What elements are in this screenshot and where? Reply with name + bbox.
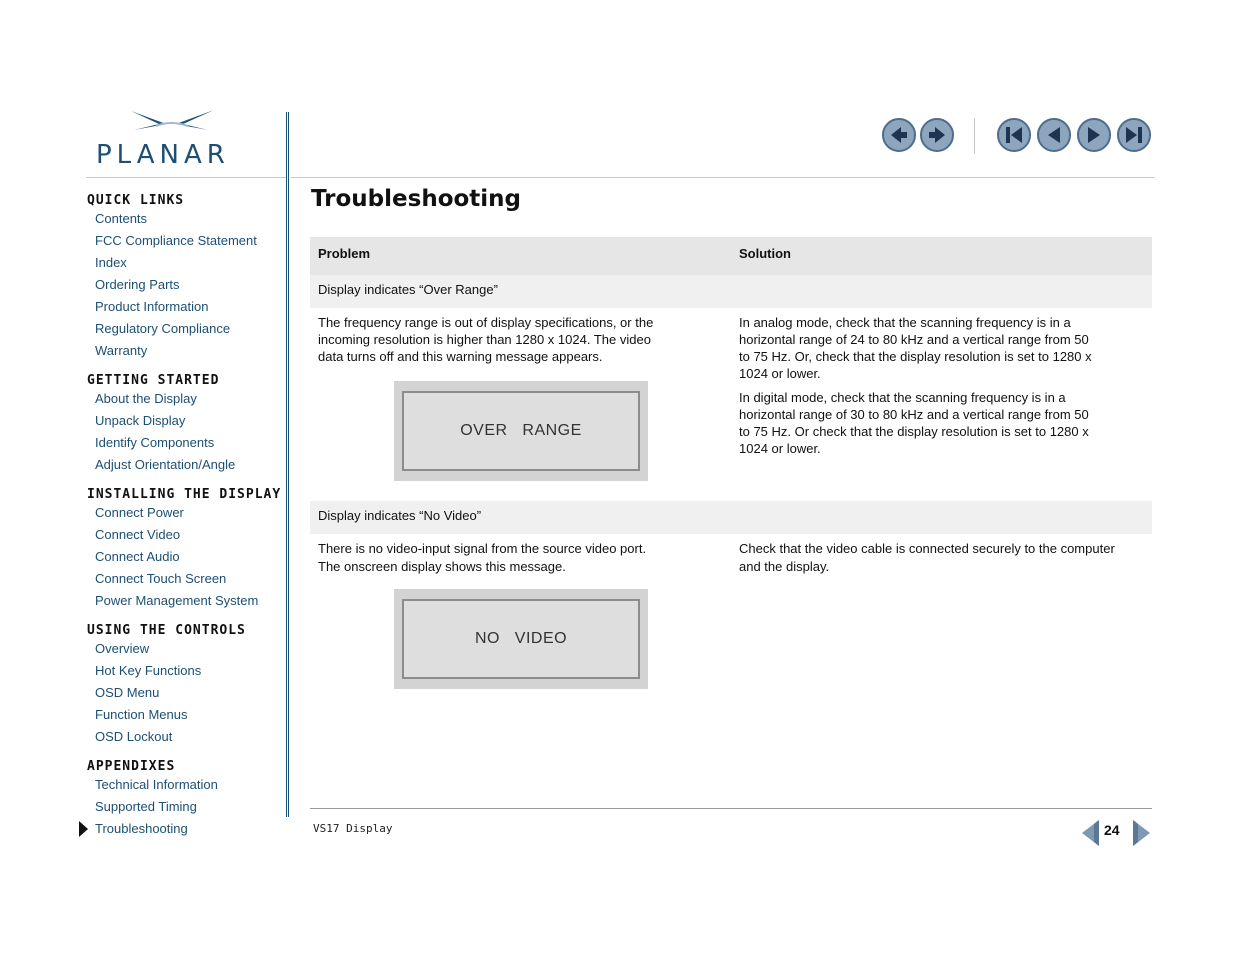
next-page-icon [1079,120,1109,150]
table-header-row [310,237,1152,275]
sidebar-item-osd-lockout[interactable]: OSD Lockout [95,729,173,744]
sidebar-item-connect-touch-screen[interactable]: Connect Touch Screen [95,571,227,586]
sidebar-item-ordering-parts[interactable]: Ordering Parts [95,277,180,292]
nav-separator [974,118,975,154]
sidebar-item-index[interactable]: Index [95,255,127,270]
sidebar-item-function-menus[interactable]: Function Menus [95,707,188,722]
last-page-icon [1119,120,1149,150]
logo-emblem-icon [126,108,216,138]
first-page-icon [999,120,1029,150]
sidebar-item-supported-timing[interactable]: Supported Timing [95,799,197,814]
sidebar-item-connect-audio[interactable]: Connect Audio [95,549,180,564]
sidebar-item-technical-information[interactable]: Technical Information [95,777,218,792]
sidebar-item-adjust-orientation[interactable]: Adjust Orientation/Angle [95,457,236,472]
sidebar-item-product-information[interactable]: Product Information [95,299,209,314]
problem-text: The frequency range is out of display specifications, or the incoming resolution is higher than 1280 x 1024. The video data turns off and this warning message appears. [318,315,654,364]
planar-logo [96,108,251,168]
sidebar-item-fcc-compliance[interactable]: FCC Compliance Statement [95,233,257,248]
sidebar-item-osd-menu[interactable]: OSD Menu [95,685,160,700]
section-heading-quick-links: QUICK LINKS [87,193,185,208]
problem-cell [318,540,668,583]
forward-button[interactable] [920,118,954,152]
osd-over-range-image [394,381,648,481]
sidebar-item-hot-key-functions[interactable]: Hot Key Functions [95,663,202,678]
page-title: Troubleshooting [311,186,522,212]
solution-cell [739,540,1139,583]
table-subheading-row [310,275,1152,308]
sidebar-item-overview[interactable]: Overview [95,641,150,656]
footer-doc-name: VS17 Display [313,822,393,835]
vertical-divider [286,112,289,817]
table-subheading-row [310,501,1152,534]
solution-text: In analog mode, check that the scanning frequency is in a horizontal range of 24 to 80 kHz and a vertical range from 50 to 75 Hz. Or, check that the display resolution is set to 1280 x 1024 or lower. [739,315,1092,381]
solution-text: In digital mode, check that the scanning frequency is in a horizontal range of 30 to 80 kHz and a vertical range from 50 to 75 Hz. Or check that the display resolution is set to 1280 x 1024 or lower. [739,390,1089,456]
previous-page-icon [1039,120,1069,150]
osd-frame [402,599,640,679]
subheading-over-range: Display indicates “Over Range” [318,282,498,297]
sidebar-item-about-display[interactable]: About the Display [95,391,197,406]
sidebar-item-connect-power[interactable]: Connect Power [95,505,184,520]
back-icon [884,120,914,150]
logo-wordmark: PLANAR [96,140,230,170]
next-page-arrow-icon[interactable] [1130,818,1152,848]
section-heading-appendixes: APPENDIXES [87,759,176,774]
osd-frame [402,391,640,471]
header-divider-right [291,177,1155,178]
problem-cell [318,314,668,372]
footer-divider [310,808,1152,809]
sidebar-item-identify-components[interactable]: Identify Components [95,435,215,450]
solution-text: Check that the video cable is connected securely to the computer and the display. [739,541,1115,574]
osd-message: NO VIDEO [474,630,568,647]
previous-page-arrow-icon[interactable] [1080,818,1102,848]
section-heading-using-controls: USING THE CONTROLS [87,623,246,638]
sidebar-item-connect-video[interactable]: Connect Video [95,527,181,542]
last-page-button[interactable] [1117,118,1151,152]
section-heading-installing: INSTALLING THE DISPLAY [87,487,282,502]
column-header-problem: Problem [318,246,371,261]
troubleshooting-table [310,237,1152,275]
subheading-no-video: Display indicates “No Video” [318,508,482,523]
page-number: 24 [1104,822,1120,838]
sidebar-item-contents[interactable]: Contents [95,211,148,226]
next-page-button[interactable] [1077,118,1111,152]
header-divider-left [86,177,286,178]
forward-icon [922,120,952,150]
osd-message: OVER RANGE [460,422,582,439]
sidebar-item-troubleshooting[interactable] [87,820,282,842]
osd-no-video-image [394,589,648,689]
sidebar-item-power-management[interactable]: Power Management System [95,593,259,608]
back-button[interactable] [882,118,916,152]
problem-text: There is no video-input signal from the source video port. The onscreen display shows this message. [318,541,647,574]
first-page-button[interactable] [997,118,1031,152]
sidebar-item-unpack-display[interactable]: Unpack Display [95,413,186,428]
sidebar-item-warranty[interactable]: Warranty [95,343,148,358]
solution-cell [739,314,1094,464]
sidebar-nav [87,190,282,842]
current-page-indicator-icon [79,821,88,837]
sidebar-item-troubleshooting-label: Troubleshooting [95,821,188,836]
section-heading-getting-started: GETTING STARTED [87,373,220,388]
column-header-solution: Solution [739,246,791,261]
sidebar-item-regulatory-compliance[interactable]: Regulatory Compliance [95,321,231,336]
previous-page-button[interactable] [1037,118,1071,152]
